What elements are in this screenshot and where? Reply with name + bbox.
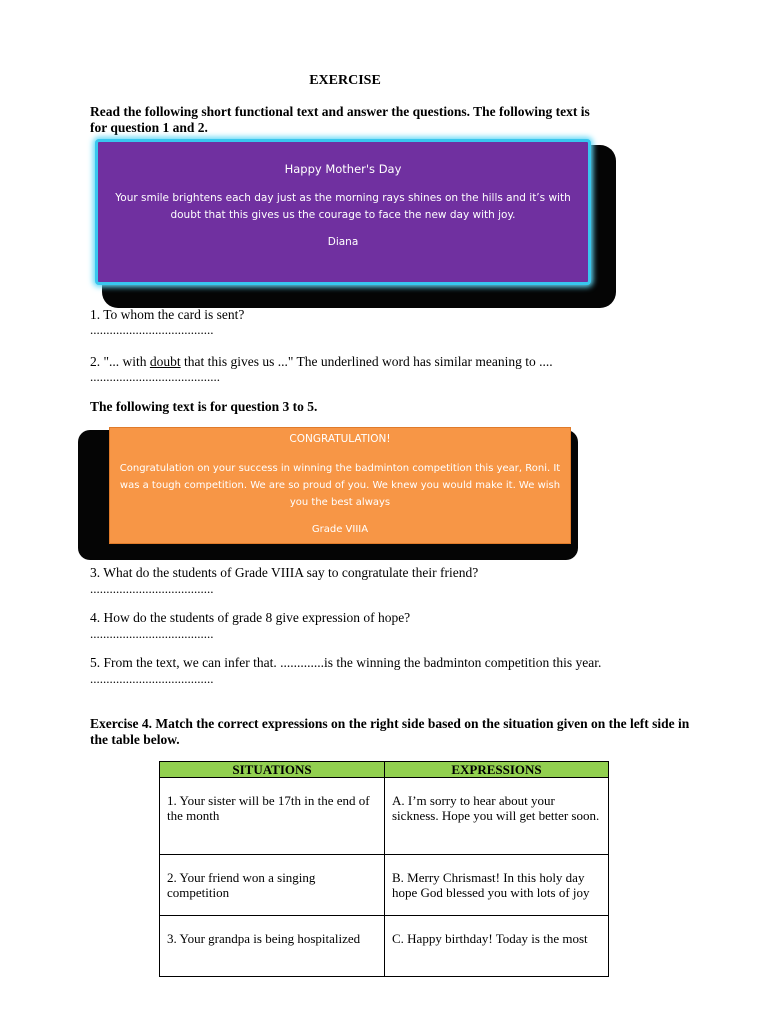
table-header-row [160, 762, 609, 778]
situation-cell: 2. Your friend won a singing competition [160, 855, 385, 916]
expression-cell: B. Merry Chrismast! In this holy day hope God blessed you with lots of joy [385, 855, 609, 916]
congratulation-card [109, 427, 571, 544]
expression-cell: A. I’m sorry to hear about your sickness. Hope you will get better soon. [385, 778, 609, 855]
table-row [160, 778, 609, 855]
answer-line-5[interactable]: ...................................... [90, 671, 214, 686]
question-2-start: 2. "... with [90, 354, 150, 369]
question-2-end: that this gives us ..." The underlined word has similar meaning to .... [180, 354, 553, 369]
question-5: 5. From the text, we can infer that. .............is the winning the badminton competition this year. [90, 655, 602, 670]
question-2 [90, 354, 553, 370]
situation-cell: 1. Your sister will be 17th in the end of the month [160, 778, 385, 855]
card-message: Your smile brightens each day just as the morning rays shines on the hills and it’s with doubt that this gives us the courage to face the new day with joy. [115, 192, 571, 221]
card-signature: Grade VIIIA [311, 524, 369, 535]
answer-line-1[interactable]: ...................................... [90, 322, 214, 337]
card-title: Happy Mother's Day [284, 162, 402, 176]
answer-line-3[interactable]: ...................................... [90, 581, 214, 596]
column-header-expressions: EXPRESSIONS [385, 762, 609, 778]
table-row [160, 916, 609, 977]
situation-cell: 3. Your grandpa is being hospitalized [160, 916, 385, 977]
answer-line-4[interactable]: ...................................... [90, 626, 214, 641]
matching-table [159, 761, 609, 977]
card-message: Congratulation on your success in winning the badminton competition this year, Roni. It was a tough competition. We are so proud of you. We knew you would make it. We wish you the best always [119, 463, 561, 508]
question-4: 4. How do the students of grade 8 give expression of hope? [90, 610, 411, 625]
card-title: CONGRATULATION! [289, 433, 391, 445]
table-row [160, 855, 609, 916]
underlined-word: doubt [149, 354, 181, 369]
section-heading: The following text is for question 3 to 5. [90, 399, 318, 414]
card-signature: Diana [327, 236, 359, 248]
expression-cell: C. Happy birthday! Today is the most [385, 916, 609, 977]
column-header-situations: SITUATIONS [160, 762, 385, 778]
mothers-day-card [95, 139, 591, 285]
question-3: 3. What do the students of Grade VIIIA say to congratulate their friend? [90, 565, 479, 580]
page-title: EXERCISE [309, 73, 381, 88]
intro-instructions: Read the following short functional text and answer the questions. The following text is for question 1 and 2. [90, 104, 590, 135]
answer-line-2[interactable]: ........................................ [90, 369, 220, 384]
question-1: 1. To whom the card is sent? [90, 307, 245, 322]
exercise-4-instructions: Exercise 4. Match the correct expressions on the right side based on the situation given on the left side in the table below. [90, 716, 690, 747]
